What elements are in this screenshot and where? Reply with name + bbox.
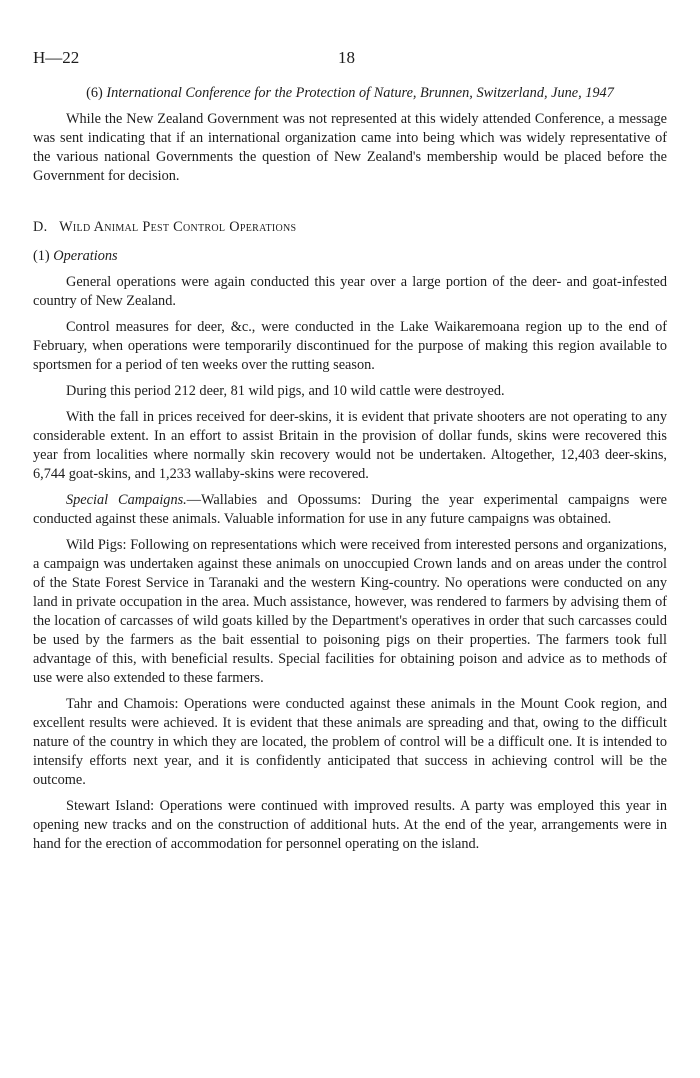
special-campaigns-text: —Wallabies and Opossums: During the year experimental campaigns were conducted against these animals. Valuable information for use in any future campaigns was obtained.	[33, 492, 667, 527]
paragraph-destroyed-count: During this period 212 deer, 81 wild pigs, and 10 wild cattle were destroyed.	[66, 383, 505, 399]
document-page	[33, 48, 667, 854]
document-code: H—22	[33, 48, 80, 67]
section-d-heading	[33, 218, 667, 237]
subsection-1-number: (1)	[33, 248, 50, 264]
paragraph-wild-pigs: Wild Pigs: Following on representations which were received from interested persons and organizations, a campaign was undertaken against these animals on unoccupied Crown lands and on areas under the control of the State Forest Service in Taranaki and the western King-country. No operations were conducted on any land in private occupation in the area. Much assistance, however, was rendered to farmers by advising them of the location of carcasses of wild goats killed by the Department's operatives in order that such carcasses could be used by the farmers as the bait essential to poisoning pigs on their properties. The farmers took full advantage of this, with beneficial results. Special facilities for obtaining poison and advice as to methods of use were also extended to these farmers.	[33, 537, 667, 686]
paragraph-skins-recovered: With the fall in prices received for deer-skins, it is evident that private shooters are not operating to any considerable extent. In an effort to assist Britain in the provision of dollar funds, skins were recovered this year from localities where normally skin recovery would not be undertaken. Altogether, 12,403 deer-skins, 6,744 goat-skins, and 1,233 wallaby-skins were recovered.	[33, 409, 667, 482]
page-number: 18	[338, 48, 355, 67]
paragraph-general-operations: General operations were again conducted this year over a large portion of the deer- and goat-infested country of New Zealand.	[33, 274, 667, 309]
subsection-1-title: Operations	[53, 248, 118, 264]
section-d-letter: D.	[33, 219, 48, 235]
section-6-body: While the New Zealand Government was not represented at this widely attended Conference, a message was sent indicating that if an international organization came into being which was widely representative of the various national Governments the question of New Zealand's membership would be placed before the Government for decision.	[33, 111, 667, 184]
section-6-number: (6)	[86, 85, 103, 101]
paragraph-control-measures: Control measures for deer, &c., were conducted in the Lake Waikaremoana region up to the end of February, when operations were temporarily discontinued for the purpose of making this region available to sportsmen for a period of ten weeks over the rutting season.	[33, 319, 667, 373]
subsection-1-heading	[33, 247, 667, 266]
section-d-title: Wild Animal Pest Control Operations	[59, 219, 297, 235]
section-6-title: International Conference for the Protection of Nature, Brunnen, Switzerland, June, 1947	[106, 85, 614, 101]
paragraph-special-campaigns	[33, 491, 667, 529]
paragraph-tahr-chamois: Tahr and Chamois: Operations were conducted against these animals in the Mount Cook region, and excellent results were achieved. It is evident that these animals are spreading and that, owing to the difficult nature of the country in which they are located, the problem of control will be a difficult one. It is intended to intensify efforts next year, and it is confidently anticipated that success in achieving control will be the outcome.	[33, 696, 667, 788]
paragraph-stewart-island: Stewart Island: Operations were continued with improved results. A party was employed this year in opening new tracks and on the construction of additional huts. At the end of the year, arrangements were in hand for the erection of accommodation for personnel operating on the island.	[33, 798, 667, 852]
special-campaigns-lead: Special Campaigns.	[66, 492, 187, 508]
page-header	[33, 48, 667, 70]
section-6-heading	[33, 84, 667, 103]
